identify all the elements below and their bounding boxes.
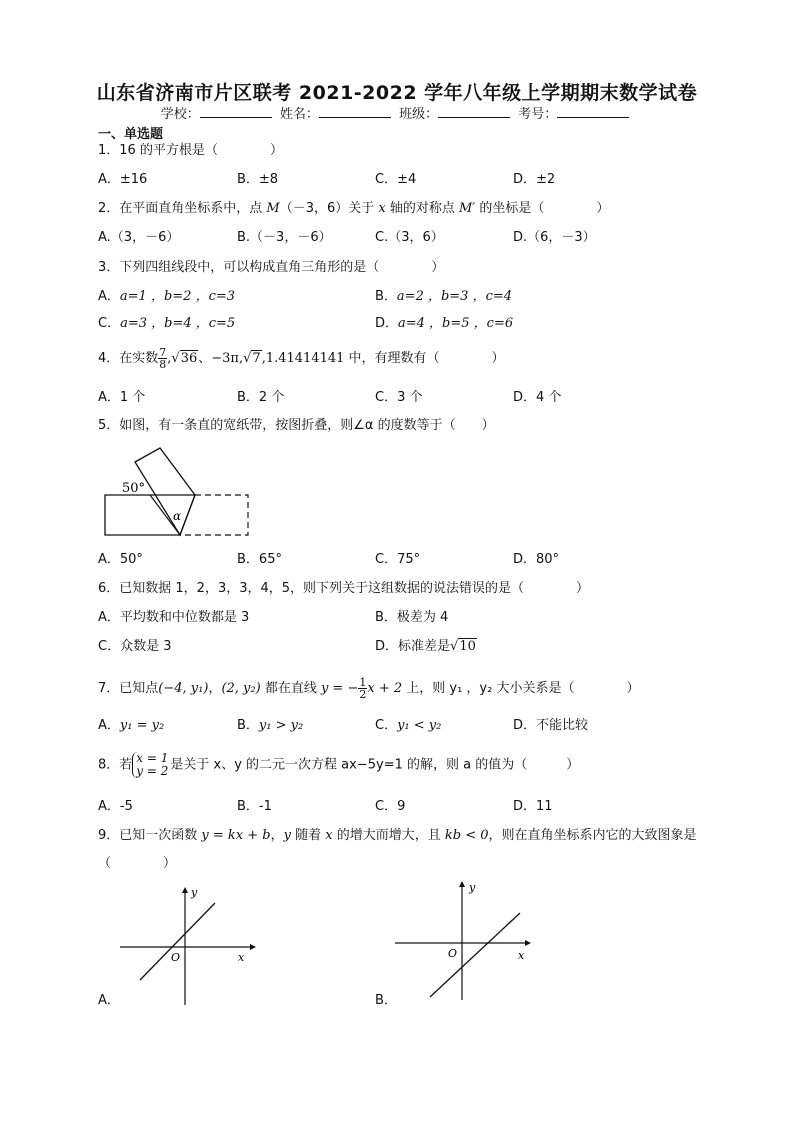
q9a-function-line	[140, 903, 215, 980]
q5-option-a[interactable]: A．50°	[98, 552, 143, 567]
q9b-x-label: x	[518, 949, 525, 962]
q9b-y-arrow	[459, 881, 465, 887]
q4-comma: ,	[167, 351, 172, 366]
q2-text-a: 2．在平面直角坐标系中，点	[98, 201, 267, 216]
q6-option-d[interactable]	[375, 639, 477, 655]
page-title: 山东省济南市片区联考 2021-2022 学年八年级上学期期末数学试卷	[96, 82, 698, 104]
q3-option-c[interactable]	[98, 316, 235, 332]
q6-sqrt-10: √10	[450, 639, 476, 654]
q8-option-a[interactable]: A．-5	[98, 799, 133, 814]
q2-point-m: M	[266, 201, 280, 216]
q9-y-var: y	[283, 828, 291, 843]
q7-option-d[interactable]: D．不能比较	[513, 718, 589, 733]
q7-text-b: ，	[208, 681, 222, 696]
q1-option-a[interactable]: A．±16	[98, 172, 148, 187]
school-blank[interactable]	[200, 106, 272, 118]
q4-option-b[interactable]: B．2 个	[237, 390, 285, 405]
q5-folded-strip-figure	[100, 440, 255, 540]
q7-option-c-math: y₁ < y₂	[397, 718, 442, 733]
q9b-function-line	[430, 913, 520, 997]
q4-neg-3pi: 、−3π,	[198, 351, 244, 366]
q4-fraction	[158, 347, 167, 370]
q7-frac-denominator: 2	[359, 688, 367, 701]
q9a-origin-label: O	[171, 951, 181, 964]
q6-option-c[interactable]: C．众数是 3	[98, 639, 172, 654]
q3-option-a-math: a=1 ，b=2 ，c=3	[119, 289, 236, 304]
question-8-stem	[98, 752, 579, 778]
q9-text-e: ，则在直角坐标系内它的大致图象是	[488, 828, 697, 843]
q6-option-d-label: D．标准差是	[375, 639, 451, 654]
q9a-y-arrow	[182, 887, 188, 893]
q7-text-c: 都在直线	[260, 681, 321, 696]
q9a-x-label: x	[238, 951, 245, 964]
q2-option-b[interactable]: B.（－3，－6）	[237, 230, 332, 245]
q9-condition: kb < 0	[444, 828, 489, 843]
q7-option-a-math: y₁ = y₂	[119, 718, 165, 733]
q2-text-b: （－3，6）关于	[279, 201, 379, 216]
section-title: 一、单选题	[98, 127, 164, 142]
q7-option-b[interactable]	[237, 718, 303, 734]
q3-option-d[interactable]	[375, 316, 513, 332]
q4-option-c[interactable]: C．3 个	[375, 390, 423, 405]
question-6-stem: 6．已知数据 1，2，3，3，4，5，则下列关于这组数据的说法错误的是（ ）	[98, 581, 590, 596]
q9-graph-a	[115, 885, 260, 1010]
q3-option-c-label: C．	[98, 316, 121, 331]
q9b-y-label: y	[469, 881, 476, 894]
student-info-line	[0, 103, 794, 122]
q2-option-d[interactable]: D.（6，－3）	[513, 230, 596, 245]
q7-text-d: 上，则 y₁ ，y₂ 大小关系是（ ）	[402, 681, 640, 696]
q7-point-2: (2, y₂)	[221, 681, 261, 696]
q9-text-a: 9．已知一次函数	[98, 828, 202, 843]
q8-option-d[interactable]: D．11	[513, 799, 553, 814]
q7-text-a: 7．已知点	[98, 681, 159, 696]
q8-text-b: 是关于 x、y 的二元一次方程 ax−5y=1 的解，则 a 的值为（ ）	[170, 757, 580, 773]
q3-option-b-math: a=2 ，b=3 ，c=4	[396, 289, 513, 304]
q3-option-b[interactable]	[375, 289, 512, 305]
q2-text-d: 的坐标是（ ）	[475, 201, 610, 216]
q9-text-b: ，	[270, 828, 284, 843]
q9b-x-arrow	[525, 940, 531, 946]
q7-option-b-math: y₁ > y₂	[258, 718, 304, 733]
q3-option-a-label: A．	[98, 289, 120, 304]
number-blank[interactable]	[557, 106, 629, 118]
name-blank[interactable]	[319, 106, 391, 118]
q5-strip-dashed-part	[180, 495, 248, 535]
q4-frac-denominator: 8	[159, 358, 167, 371]
question-9-stem-cont: （ ）	[98, 856, 177, 871]
q6-option-b[interactable]: B．极差为 4	[375, 610, 449, 625]
q9b-origin-label: O	[448, 947, 458, 960]
q8-equation-system	[132, 752, 168, 778]
q6-option-a[interactable]: A．平均数和中位数都是 3	[98, 610, 250, 625]
question-2-stem	[98, 201, 609, 217]
q8-option-b[interactable]: B．-1	[237, 799, 272, 814]
q9a-y-label: y	[191, 886, 198, 899]
q1-option-d[interactable]: D．±2	[513, 172, 556, 187]
q7-option-a[interactable]	[98, 718, 164, 734]
q9-option-b[interactable]: B．	[375, 993, 397, 1008]
q3-option-d-label: D．	[375, 316, 399, 331]
q4-option-d[interactable]: D．4 个	[513, 390, 562, 405]
q5-option-d[interactable]: D．80°	[513, 552, 560, 567]
name-label: 姓名：	[279, 107, 319, 122]
q7-line-y: y = −	[320, 681, 359, 696]
q3-option-b-label: B．	[375, 289, 397, 304]
q4-frac-numerator: 7	[159, 346, 167, 359]
q4-text-a: 4．在实数	[98, 351, 159, 366]
class-blank[interactable]	[438, 106, 510, 118]
number-label: 考号：	[518, 107, 558, 122]
question-5-stem: 5．如图，有一条直的宽纸带，按图折叠，则∠α 的度数等于（ ）	[98, 418, 495, 433]
q7-line-rest: x + 2	[367, 681, 403, 696]
q1-option-b[interactable]: B．±8	[237, 172, 279, 187]
q4-sqrt-36: √36	[171, 351, 198, 366]
q4-radicand-7: 7	[252, 351, 261, 366]
question-1-stem: 1．16 的平方根是（ ）	[98, 143, 283, 158]
question-3-stem: 3．下列四组线段中，可以构成直角三角形的是（ ）	[98, 260, 445, 275]
q3-option-d-math: a=4 ，b=5 ，c=6	[398, 316, 514, 331]
q9a-x-arrow	[250, 944, 256, 950]
q7-option-c[interactable]	[375, 718, 441, 734]
q2-x-var: x	[378, 201, 386, 216]
q7-frac-numerator: 1	[359, 676, 367, 689]
q5-strip-left-part	[105, 495, 195, 535]
q8-system-eq-1: x = 1	[136, 751, 169, 765]
q5-alpha-label: α	[173, 509, 182, 523]
q5-angle-label: 50°	[122, 481, 146, 496]
q7-option-b-label: B．	[237, 718, 259, 733]
q9-function: y = kx + b	[201, 828, 271, 843]
q4-text-b: 中，有理数有（ ）	[344, 351, 505, 366]
class-label: 班级：	[399, 107, 439, 122]
question-7-stem	[98, 677, 639, 700]
q6-radicand-10: 10	[459, 639, 476, 654]
question-9-stem	[98, 828, 697, 844]
q7-point-1: (−4, y₁)	[158, 681, 209, 696]
question-4-stem	[98, 347, 505, 370]
q2-text-c: 轴的对称点	[385, 201, 460, 216]
q7-option-a-label: A．	[98, 718, 120, 733]
q3-option-a[interactable]	[98, 289, 235, 305]
q4-option-a[interactable]: A．1 个	[98, 390, 146, 405]
school-label: 学校：	[160, 107, 200, 122]
q4-radicand-36: 36	[180, 351, 198, 366]
q9-x-var: x	[325, 828, 333, 843]
q9-option-a[interactable]: A．	[98, 993, 120, 1008]
q3-option-c-math: a=3 ，b=4 ，c=5	[120, 316, 236, 331]
q7-option-c-label: C．	[375, 718, 398, 733]
q4-decimal: ,1.41414141	[261, 351, 345, 366]
q2-point-m-prime: M′	[459, 201, 476, 216]
q8-system-eq-2: y = 2	[136, 764, 169, 778]
q9-text-c: 随着	[290, 828, 326, 843]
q2-option-c[interactable]: C.（3，6）	[375, 230, 444, 245]
q5-option-b[interactable]: B．65°	[237, 552, 282, 567]
q2-option-a[interactable]: A.（3，－6）	[98, 230, 180, 245]
q1-option-c[interactable]: C．±4	[375, 172, 417, 187]
q4-sqrt-7: √7	[243, 351, 261, 366]
q9-text-d: 的增大而增大，且	[332, 828, 445, 843]
q8-text-a: 8．若	[98, 757, 133, 773]
q9-graph-b	[390, 875, 535, 1005]
q5-option-c[interactable]: C．75°	[375, 552, 421, 567]
q8-option-c[interactable]: C．9	[375, 799, 406, 814]
q7-fraction	[358, 677, 367, 700]
